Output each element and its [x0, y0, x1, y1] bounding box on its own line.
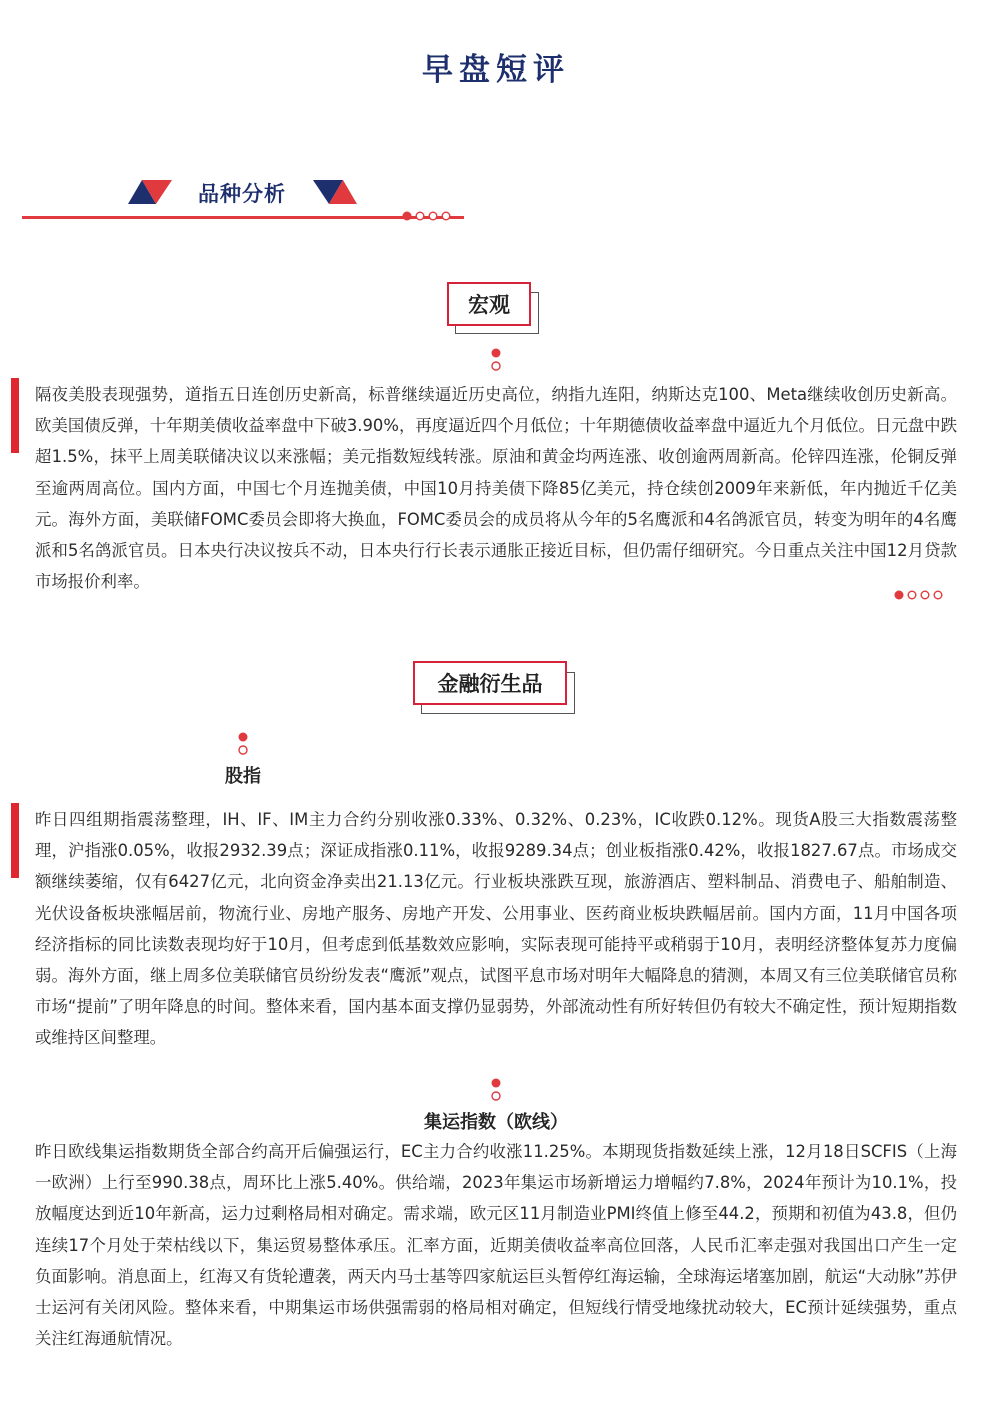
triangle-right-icon	[313, 180, 357, 204]
derivatives-heading: 金融衍生品	[413, 661, 567, 705]
macro-paragraph: 隔夜美股表现强势，道指五日连创历史新高，标普继续逼近历史高位，纳指九连阳，纳斯达克100、Meta继续收创历史新高。欧美国债反弹，十年期美债收益率盘中下破3.90%，再度逼近四个月低位；十年期德债收益率盘中逼近九个月低位。日元盘中跌超1.5%，抹平上周美联储决议以来涨幅；美元指数短线转涨。原油和黄金均两连涨、收创逾两周新高。伦锌四连涨，伦铜反弹至逾两周高位。国内方面，中国七个月连抛美债，中国10月持美债下降85亿美元，持仓续创2009年来新低，年内抛近千亿美元。海外方面，美联储FOMC委员会即将大换血，FOMC委员会的成员将从今年的5名鹰派和4名鸽派官员，转变为明年的4名鹰派和5名鸽派官员。日本央行决议按兵不动，日本央行行长表示通胀正接近目标，但仍需仔细研究。今日重点关注中国12月贷款市场报价利率。	[35, 385, 957, 592]
dots-icon	[489, 347, 503, 373]
dots-icon	[893, 589, 945, 601]
macro-heading: 宏观	[447, 282, 531, 326]
macro-heading-box	[447, 282, 542, 338]
stock-index-heading: 股指	[225, 766, 261, 787]
section-divider	[22, 216, 464, 219]
dots-icon	[401, 210, 457, 222]
stock-index-paragraph: 昨日四组期指震荡整理，IH、IF、IM主力合约分别收涨0.33%、0.32%、0.23%，IC收跌0.12%。现货A股三大指数震荡整理，沪指涨0.05%，收报2932.39点；深证成指涨0.11%，收报9289.34点；创业板指涨0.42%，收报1827.67点。市场成交额继续萎缩，仅有6427亿元，北向资金净卖出21.13亿元。行业板块涨跌互现，旅游酒店、塑料制品、消费电子、船舶制造、光伏设备板块涨幅居前，物流行业、房地产服务、房地产开发、公用事业、医药商业板块跌幅居前。国内方面，11月中国各项经济指标的同比读数表现均好于10月，但考虑到低基数效应影响，实际表现可能持平或稍弱于10月，表明经济整体复苏力度偏弱。海外方面，继上周多位美联储官员纷纷发表“鹰派”观点，试图平息市场对明年大幅降息的猜测，本周又有三位美联储官员称市场“提前”了明年降息的时间。整体来看，国内基本面支撑仍显弱势，外部流动性有所好转但仍有较大不确定性，预计短期指数或维持区间整理。	[35, 810, 957, 1048]
dots-icon	[236, 731, 250, 757]
freight-index-heading: 集运指数（欧线）	[424, 1112, 568, 1133]
derivatives-heading-box	[413, 661, 577, 717]
freight-index-paragraph: 昨日欧线集运指数期货全部合约高开后偏强运行，EC主力合约收涨11.25%。本期现货指数延续上涨，12月18日SCFIS（上海一欧洲）上行至990.38点，周环比上涨5.40%。供给端，2023年集运市场新增运力增幅约7.8%，2024年预计为10.1%，投放幅度达到近10年新高，运力过剩格局相对确定。需求端，欧元区11月制造业PMI终值上修至44.2，预期和初值为43.8，但仍连续17个月处于荣枯线以下，集运贸易整体承压。汇率方面，近期美债收益率高位回落，人民币汇率走强对我国出口产生一定负面影响。消息面上，红海又有货轮遭袭，两天内马士基等四家航运巨头暂停红海运输，全球海运堵塞加剧，航运“大动脉”苏伊士运河有关闭风险。整体来看，中期集运市场供强需弱的格局相对确定，但短线行情受地缘扰动较大，EC预计延续强势，重点关注红海通航情况。	[35, 1142, 957, 1349]
triangle-left-icon	[128, 180, 172, 204]
paragraph-marker	[11, 378, 19, 453]
dots-icon	[489, 1077, 503, 1103]
paragraph-marker	[11, 803, 19, 878]
section-banner-label: 品种分析	[198, 182, 286, 206]
page-title: 早盘短评	[422, 52, 570, 88]
